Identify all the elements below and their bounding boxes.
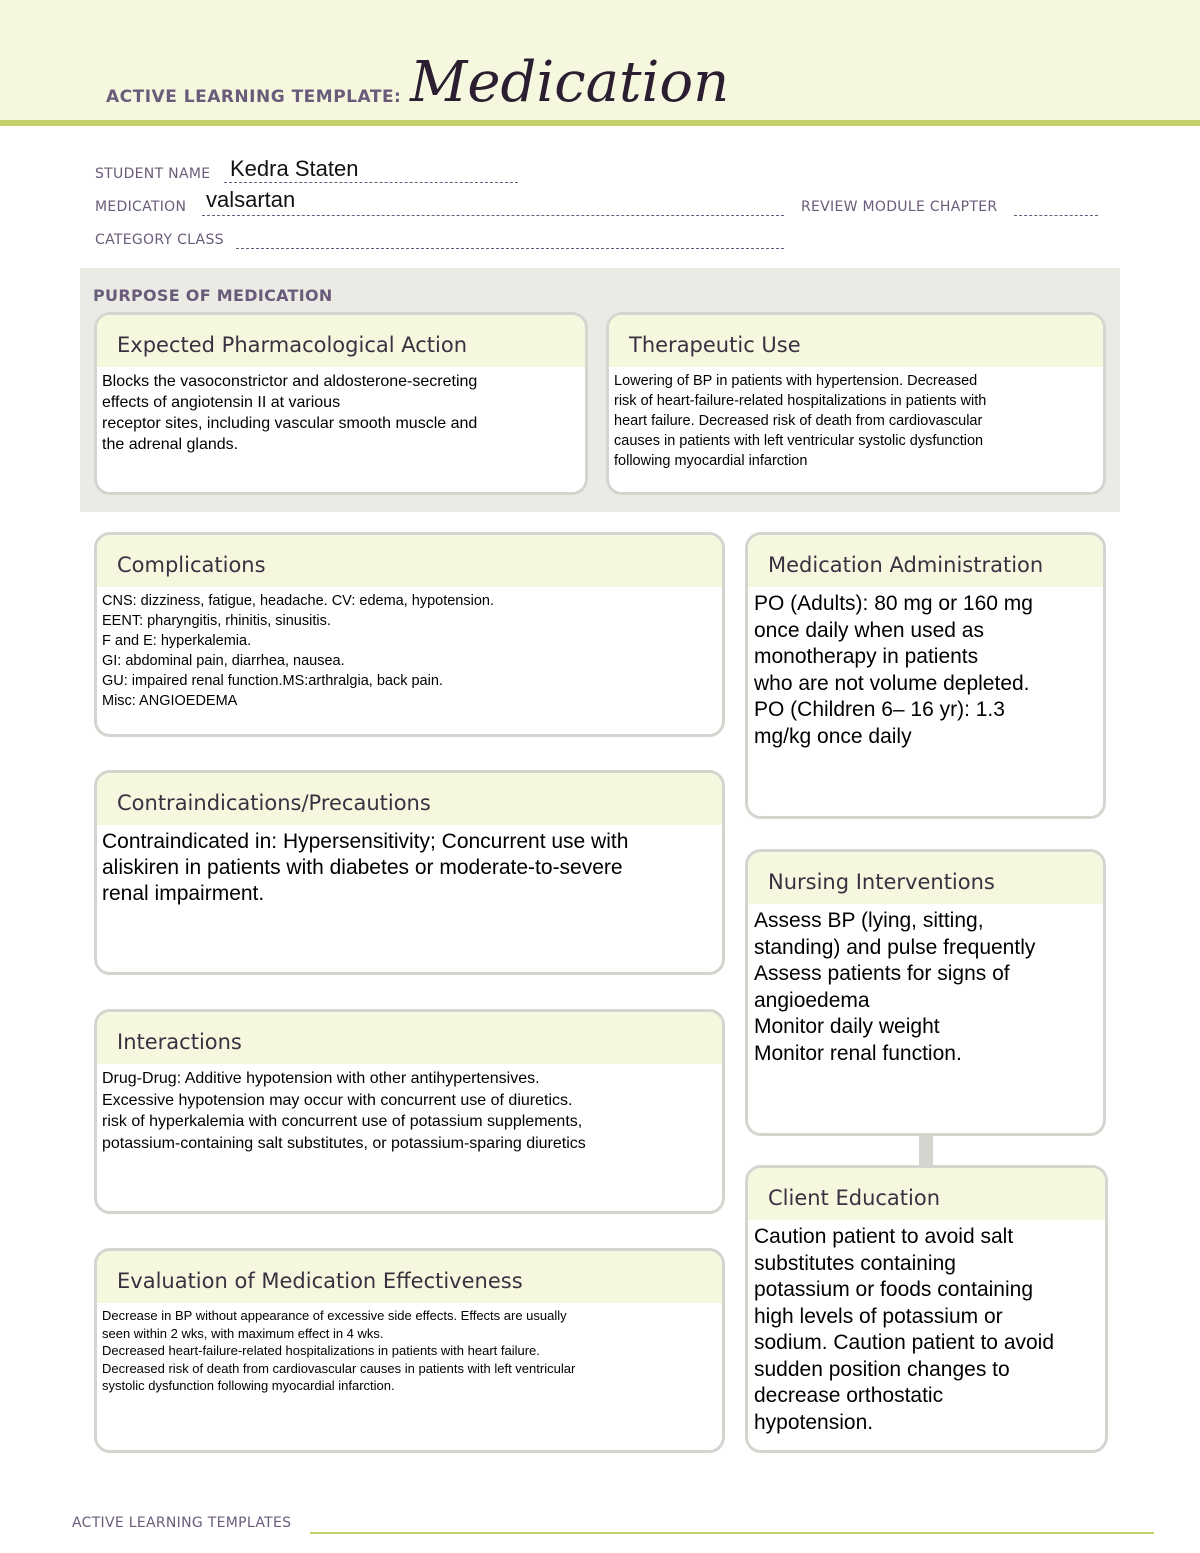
nursing-interventions-heading: Nursing Interventions (748, 852, 1103, 904)
expected-action-heading: Expected Pharmacological Action (97, 315, 585, 367)
interactions-box (94, 1009, 725, 1214)
medication-label: MEDICATION (95, 199, 187, 215)
review-module-line (1014, 215, 1098, 216)
header-rule (0, 120, 1200, 126)
medication-line (202, 215, 784, 216)
therapeutic-use-box (606, 312, 1106, 495)
evaluation-heading: Evaluation of Medication Effectiveness (97, 1251, 722, 1303)
medication-administration-text[interactable]: PO (Adults): 80 mg or 160 mg once daily when used as monotherapy in patients who are not volume depleted. PO (Children 6– 16 yr): 1.3 mg/kg once daily (754, 592, 1033, 748)
medication-field[interactable]: valsartan (206, 187, 296, 212)
nursing-interventions-text[interactable]: Assess BP (lying, sitting, standing) and pulse frequently Assess patients for signs of angioedema Monitor daily weight Monitor renal function. (754, 909, 1036, 1065)
student-name-label: STUDENT NAME (95, 166, 211, 182)
expected-action-box (94, 312, 588, 495)
page-title: Medication (410, 50, 730, 115)
student-name-line (224, 182, 518, 183)
interactions-heading: Interactions (97, 1012, 722, 1064)
therapeutic-use-heading: Therapeutic Use (609, 315, 1103, 367)
client-education-heading: Client Education (748, 1168, 1105, 1220)
contraindications-text[interactable]: Contraindicated in: Hypersensitivity; Concurrent use with aliskiren in patients with diabetes or moderate-to-severe renal impairment. (102, 830, 629, 905)
evaluation-box (94, 1248, 725, 1453)
complications-heading: Complications (97, 535, 722, 587)
complications-text[interactable]: CNS: dizziness, fatigue, headache. CV: edema, hypotension. EENT: pharyngitis, rhinitis, sinusitis. F and E: hyperkalemia. GI: abdominal pain, diarrhea, nausea. GU: impaired renal function.MS:arthralgia, back pain. Misc: ANGIOEDEMA (102, 593, 494, 709)
interactions-text[interactable]: Drug-Drug: Additive hypotension with other antihypertensives. Excessive hypotension may occur with concurrent use of diuretics. risk of hyperkalemia with concurrent use of potassium supplements, potassium-containing salt substitutes, or potassium-sparing diuretics (102, 1070, 586, 1152)
medication-administration-heading: Medication Administration (748, 535, 1103, 587)
template-label: ACTIVE LEARNING TEMPLATE: (106, 87, 402, 107)
footer-rule (310, 1532, 1154, 1534)
footer-label: ACTIVE LEARNING TEMPLATES (72, 1515, 292, 1531)
category-class-label: CATEGORY CLASS (95, 232, 224, 248)
medication-administration-box (745, 532, 1106, 819)
nursing-interventions-box (745, 849, 1106, 1136)
therapeutic-use-text[interactable]: Lowering of BP in patients with hypertension. Decreased risk of heart-failure-related hospitalizations in patients with heart failure. Decreased risk of death from cardiovascular causes in patients with left ventricular systolic dysfunction following myocardial infarction (614, 373, 987, 469)
connector-bar (919, 1134, 933, 1166)
contraindications-heading: Contraindications/Precautions (97, 773, 722, 825)
category-class-line (236, 248, 784, 249)
client-education-text[interactable]: Caution patient to avoid salt substitutes containing potassium or foods containing high levels of potassium or sodium. Caution patient to avoid sudden position changes to decrease orthostatic hypotension. (754, 1225, 1055, 1434)
client-education-box (745, 1165, 1108, 1453)
complications-box (94, 532, 725, 737)
expected-action-text[interactable]: Blocks the vasoconstrictor and aldosterone-secreting effects of angiotensin II at various receptor sites, including vascular smooth muscle and the adrenal glands. (102, 373, 478, 453)
evaluation-text[interactable]: Decrease in BP without appearance of excessive side effects. Effects are usually seen within 2 wks, with maximum effect in 4 wks. Decreased heart-failure-related hospitalizations in patients with heart failure. Decreased risk of death from cardiovascular causes in patients with left ventricular systolic dysfunction following myocardial infarction. (102, 1308, 576, 1393)
contraindications-box (94, 770, 725, 975)
purpose-label: PURPOSE OF MEDICATION (93, 286, 333, 305)
review-module-label: REVIEW MODULE CHAPTER (801, 199, 998, 215)
student-name-field[interactable]: Kedra Staten (230, 156, 359, 181)
